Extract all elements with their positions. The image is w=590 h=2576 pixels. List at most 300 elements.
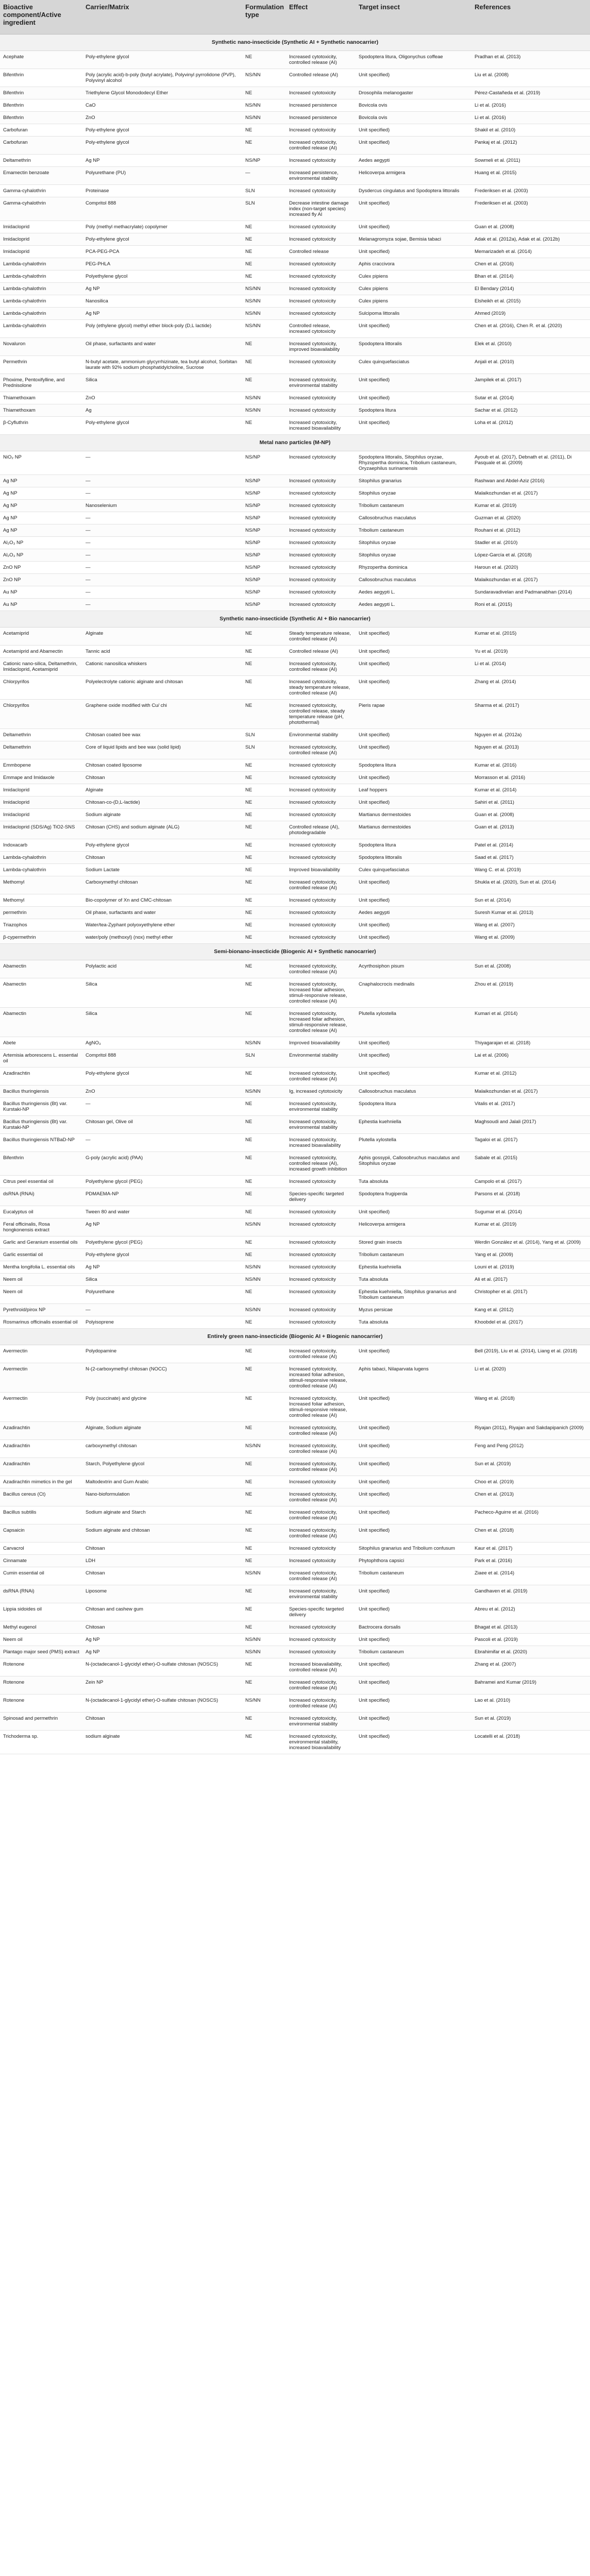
cell-reference: Sundaravadivelan and Padmanabhan (2014) <box>471 586 590 599</box>
cell-formulation: NS/NN <box>242 392 286 404</box>
table-row <box>0 864 590 876</box>
cell-carrier: Polyethylene glycol (PEG) <box>82 1236 242 1249</box>
cell-reference: Sugumar et al. (2014) <box>471 1206 590 1218</box>
cell-formulation: NS/NN <box>242 69 286 87</box>
cell-effect: Increased cytotoxicity, environmental stability <box>286 1713 356 1731</box>
cell-effect: Increased cytotoxicity <box>286 1261 356 1274</box>
cell-reference: Guzman et al. (2020) <box>471 512 590 524</box>
cell-effect: Increased cytotoxicity <box>286 233 356 246</box>
cell-carrier: Silica <box>82 1008 242 1037</box>
table-row <box>0 1731 590 1754</box>
cell-bioactive: Imidacloprid <box>0 796 82 809</box>
cell-effect: Steady temperature release, controlled release (AI) <box>286 628 356 646</box>
cell-target: Culex pipiens <box>356 295 471 308</box>
table-row <box>0 308 590 320</box>
cell-target: Unit specified) <box>356 796 471 809</box>
cell-carrier: Chitosan <box>82 852 242 864</box>
cell-reference: Suresh Kumar et al. (2013) <box>471 907 590 919</box>
table-header-row <box>0 0 590 35</box>
cell-bioactive: Au NP <box>0 586 82 599</box>
cell-carrier: carboxymethyl chitosan <box>82 1440 242 1458</box>
cell-target: Cnaphalocrocis medinalis <box>356 978 471 1008</box>
section-header-row <box>0 35 590 51</box>
cell-formulation: NE <box>242 1176 286 1188</box>
cell-carrier: — <box>82 524 242 537</box>
cell-effect: Increased cytotoxicity <box>286 772 356 784</box>
cell-target: Tribolium castaneum <box>356 1646 471 1658</box>
cell-carrier: — <box>82 1304 242 1316</box>
cell-reference: Kumar et al. (2019) <box>471 500 590 512</box>
cell-effect: Increased cytotoxicity <box>286 1274 356 1286</box>
cell-reference: Haroun et al. (2020) <box>471 562 590 574</box>
cell-formulation: NE <box>242 876 286 894</box>
cell-effect: Controlled release <box>286 246 356 258</box>
cell-carrier: Starch, Polyethylene glycol <box>82 1458 242 1476</box>
cell-formulation: NE <box>242 1676 286 1694</box>
cell-bioactive: Eucalyptus oil <box>0 1206 82 1218</box>
cell-target: Aedes aegypti <box>356 907 471 919</box>
cell-reference: Malaikozhundan et al. (2017) <box>471 487 590 500</box>
cell-carrier: N-(octadecanol-1-glycidyl ether)-O-sulfate chitosan (NOSCS) <box>82 1694 242 1713</box>
cell-bioactive: Lippia sidoides oil <box>0 1603 82 1621</box>
cell-effect: Increased cytotoxicity, controlled release (AI) <box>286 1694 356 1713</box>
table-row <box>0 1008 590 1037</box>
cell-formulation: NE <box>242 1524 286 1543</box>
cell-effect: Controlled release, increased cytotoxicity <box>286 320 356 338</box>
cell-carrier: Proteinase <box>82 185 242 197</box>
cell-target: Drosophila melanogaster <box>356 87 471 99</box>
cell-reference: Kaur et al. (2017) <box>471 1543 590 1555</box>
cell-bioactive: Methyl eugenol <box>0 1621 82 1634</box>
cell-reference: Bell (2019), Liu et al. (2014), Liang et al. (2018) <box>471 1345 590 1363</box>
cell-effect: Increased cytotoxicity, controlled release (AI) <box>286 658 356 676</box>
cell-bioactive: Trichoderma sp. <box>0 1731 82 1754</box>
cell-target: Tuta absoluta <box>356 1274 471 1286</box>
cell-carrier: Chitosan and cashew gum <box>82 1603 242 1621</box>
cell-bioactive: β-Cyfluthrin <box>0 417 82 435</box>
cell-carrier: Poly (methyl methacrylate) copolymer <box>82 221 242 233</box>
cell-reference: Bhan et al. (2014) <box>471 270 590 283</box>
cell-carrier: — <box>82 512 242 524</box>
table-row <box>0 1567 590 1585</box>
cell-formulation: NE <box>242 1363 286 1393</box>
cell-target: Martianus dermestoides <box>356 809 471 821</box>
cell-reference: Abreu et al. (2012) <box>471 1603 590 1621</box>
cell-formulation: NE <box>242 51 286 69</box>
cell-bioactive: Plantago major seed (PMS) extract <box>0 1646 82 1658</box>
cell-bioactive: Lambda-cyhalothrin <box>0 295 82 308</box>
cell-effect: Increased cytotoxicity <box>286 155 356 167</box>
cell-effect: Increased bioavailability, controlled release (AI) <box>286 1658 356 1676</box>
table-row <box>0 1393 590 1422</box>
table-row <box>0 1049 590 1067</box>
cell-target: Unit specified) <box>356 676 471 700</box>
cell-formulation: NE <box>242 1206 286 1218</box>
cell-effect: Increased cytotoxicity <box>286 87 356 99</box>
cell-effect: Increased cytotoxicity, controlled release (AI) <box>286 741 356 759</box>
cell-formulation: NS/NP <box>242 524 286 537</box>
cell-reference: Campolo et al. (2017) <box>471 1176 590 1188</box>
cell-reference: Vitalis et al. (2017) <box>471 1098 590 1116</box>
cell-target: Ephestia kuehniella <box>356 1261 471 1274</box>
cell-reference: Rashwan and Abdel-Aziz (2016) <box>471 475 590 487</box>
header-formulation: Formulation type <box>242 0 286 35</box>
cell-target: Unit specified) <box>356 658 471 676</box>
cell-target: Pieris rapae <box>356 700 471 729</box>
cell-formulation: NE <box>242 1543 286 1555</box>
cell-bioactive: Lambda-cyhalothrin <box>0 283 82 295</box>
cell-reference: Yu et al. (2019) <box>471 646 590 658</box>
cell-effect: Increased persistence <box>286 99 356 112</box>
cell-formulation: NE <box>242 796 286 809</box>
cell-bioactive: dsRNA (RNAi) <box>0 1188 82 1206</box>
cell-formulation: NS/NP <box>242 574 286 586</box>
cell-carrier: — <box>82 475 242 487</box>
table-row <box>0 1098 590 1116</box>
cell-target: Unit specified) <box>356 392 471 404</box>
cell-carrier: Chitosan <box>82 1567 242 1585</box>
cell-reference: Sutar et al. (2014) <box>471 392 590 404</box>
cell-target: Myzus persicae <box>356 1304 471 1316</box>
cell-bioactive: Pyrethroid/pirox NP <box>0 1304 82 1316</box>
table-row <box>0 221 590 233</box>
cell-target: Sitophilus oryzae <box>356 549 471 562</box>
table-row <box>0 283 590 295</box>
cell-carrier: Chitosan coated liposome <box>82 759 242 772</box>
cell-effect: Improved bioavailability <box>286 864 356 876</box>
cell-carrier: Maltodextrin and Gum Arabic <box>82 1476 242 1488</box>
cell-reference: Kumar et al. (2012) <box>471 1067 590 1086</box>
cell-carrier: N-(2-carboxymethyl chitosan (NOCC) <box>82 1363 242 1393</box>
cell-formulation: NE <box>242 1067 286 1086</box>
table-row <box>0 356 590 374</box>
cell-bioactive: Cumin essential oil <box>0 1567 82 1585</box>
cell-target: Sulcipoma littoralis <box>356 308 471 320</box>
cell-formulation: NE <box>242 221 286 233</box>
cell-reference: Elek et al. (2010) <box>471 338 590 356</box>
cell-target: Phytophthora capsici <box>356 1555 471 1567</box>
cell-reference: Lai et al. (2006) <box>471 1049 590 1067</box>
cell-reference: Adak et al. (2012a), Adak et al. (2012b) <box>471 233 590 246</box>
table-row <box>0 586 590 599</box>
cell-formulation: NS/NN <box>242 1567 286 1585</box>
cell-effect: Increased cytotoxicity <box>286 295 356 308</box>
cell-formulation: — <box>242 167 286 185</box>
table-row <box>0 500 590 512</box>
cell-formulation: SLN <box>242 729 286 741</box>
cell-formulation: NE <box>242 1249 286 1261</box>
cell-formulation: NE <box>242 821 286 839</box>
table-row <box>0 167 590 185</box>
cell-target: Unit specified) <box>356 931 471 944</box>
cell-carrier: Oil phase, surfactants and water <box>82 907 242 919</box>
cell-bioactive: Azadirachtin <box>0 1067 82 1086</box>
table-row <box>0 1543 590 1555</box>
cell-formulation: NE <box>242 1506 286 1524</box>
cell-effect: Increased cytotoxicity <box>286 586 356 599</box>
table-row <box>0 87 590 99</box>
cell-effect: Increased cytotoxicity, Increased foliar adhesion, stimuli-responsive release, controlled release (AI) <box>286 1393 356 1422</box>
cell-effect: Increased cytotoxicity, controlled release (AI) <box>286 1440 356 1458</box>
cell-bioactive: Imidacloprid <box>0 221 82 233</box>
cell-formulation: NS/NN <box>242 308 286 320</box>
cell-formulation: NE <box>242 772 286 784</box>
cell-bioactive: Abamectin <box>0 1008 82 1037</box>
table-row <box>0 99 590 112</box>
cell-target: Aphis tabaci, Nilaparvata lugens <box>356 1363 471 1393</box>
cell-carrier: Oil phase, surfactants and water <box>82 338 242 356</box>
cell-reference: Sahiri et al. (2011) <box>471 796 590 809</box>
cell-reference: Riyajan (2011), Riyajan and Sakdapipanich (2009) <box>471 1422 590 1440</box>
cell-reference: Bahramei and Kumar (2019) <box>471 1676 590 1694</box>
cell-target: Unit specified) <box>356 197 471 221</box>
section-title: Synthetic nano-insecticide (Synthetic AI + Synthetic nanocarrier) <box>0 35 590 51</box>
cell-formulation: NE <box>242 1422 286 1440</box>
cell-reference: Pérez-Castañeda et al. (2019) <box>471 87 590 99</box>
cell-carrier: Ag NP <box>82 1634 242 1646</box>
cell-formulation: NE <box>242 1316 286 1329</box>
cell-bioactive: Ag NP <box>0 524 82 537</box>
table-row <box>0 475 590 487</box>
cell-carrier: Tannic acid <box>82 646 242 658</box>
cell-effect: Increased cytotoxicity <box>286 1634 356 1646</box>
cell-effect: Increased cytotoxicity <box>286 562 356 574</box>
cell-bioactive: Indoxacarb <box>0 839 82 852</box>
cell-target: Unit specified) <box>356 1422 471 1440</box>
cell-target: Unit specified) <box>356 894 471 907</box>
table-row <box>0 852 590 864</box>
cell-target: Culex quinquefasciatus <box>356 356 471 374</box>
cell-bioactive: Bacillus cereus (Ct) <box>0 1488 82 1506</box>
cell-bioactive: Azadirachtin <box>0 1440 82 1458</box>
cell-formulation: NS/NP <box>242 599 286 611</box>
section-header-row <box>0 1329 590 1345</box>
cell-carrier: CaO <box>82 99 242 112</box>
cell-target: Unit specified) <box>356 1393 471 1422</box>
cell-carrier: Carboxymethyl chitosan <box>82 876 242 894</box>
cell-reference: Sun et al. (2014) <box>471 894 590 907</box>
cell-bioactive: Abamectin <box>0 960 82 978</box>
cell-carrier: Chitosan <box>82 1543 242 1555</box>
cell-bioactive: Spinosad and permethrin <box>0 1713 82 1731</box>
cell-target: Unit specified) <box>356 1694 471 1713</box>
cell-effect: Increased cytotoxicity <box>286 1646 356 1658</box>
cell-effect: Increased cytotoxicity <box>286 1176 356 1188</box>
cell-target: Martianus dermestoides <box>356 821 471 839</box>
cell-bioactive: Bacillus thuringiensis (Bt) var. Kurstaki-NP <box>0 1116 82 1134</box>
table-row <box>0 1236 590 1249</box>
cell-reference: Shakil et al. (2010) <box>471 124 590 137</box>
cell-bioactive: Bacillus subtilis <box>0 1506 82 1524</box>
cell-bioactive: Imidacloprid <box>0 233 82 246</box>
cell-carrier: Chitosan gel, Olive oil <box>82 1116 242 1134</box>
cell-carrier: — <box>82 451 242 475</box>
cell-target: Unit specified) <box>356 69 471 87</box>
cell-carrier: — <box>82 537 242 549</box>
cell-carrier: water/poly (methoxyl) (nox) methyl ether <box>82 931 242 944</box>
cell-bioactive: Imidacloprid <box>0 784 82 796</box>
cell-target: Melanagromyza sojae, Bemisia tabaci <box>356 233 471 246</box>
cell-carrier: Polyethylene glycol (PEG) <box>82 1176 242 1188</box>
cell-bioactive: Emamectin benzoate <box>0 167 82 185</box>
cell-bioactive: Ag NP <box>0 512 82 524</box>
cell-reference: Morrasson et al. (2016) <box>471 772 590 784</box>
cell-bioactive: Avermectin <box>0 1363 82 1393</box>
cell-reference: Kumar et al. (2015) <box>471 628 590 646</box>
cell-reference: Park et al. (2016) <box>471 1555 590 1567</box>
cell-target: Tuta absoluta <box>356 1316 471 1329</box>
cell-target: Leaf hoppers <box>356 784 471 796</box>
cell-effect: Increased cytotoxicity <box>286 270 356 283</box>
cell-effect: Increased cytotoxicity <box>286 1543 356 1555</box>
cell-bioactive: Cinnamate <box>0 1555 82 1567</box>
cell-bioactive: Azadirachtin mimetics in the gel <box>0 1476 82 1488</box>
cell-target: Unit specified) <box>356 772 471 784</box>
cell-target: Stored grain insects <box>356 1236 471 1249</box>
table-row <box>0 599 590 611</box>
cell-carrier: Poly-ethylene glycol <box>82 839 242 852</box>
cell-formulation: NE <box>242 1393 286 1422</box>
table-row <box>0 137 590 155</box>
cell-formulation: NE <box>242 417 286 435</box>
table-row <box>0 741 590 759</box>
cell-bioactive: Bifenthrin <box>0 112 82 124</box>
cell-bioactive: Bifenthrin <box>0 69 82 87</box>
cell-effect: Increased cytotoxicity <box>286 221 356 233</box>
cell-formulation: SLN <box>242 185 286 197</box>
cell-target: Unit specified) <box>356 1037 471 1049</box>
cell-effect: Increased cytotoxicity <box>286 919 356 931</box>
cell-effect: Increased cytotoxicity, controlled release (AI) <box>286 1345 356 1363</box>
cell-bioactive: Lambda-cyhalothrin <box>0 864 82 876</box>
cell-effect: Species-specific targeted delivery <box>286 1188 356 1206</box>
cell-target: Spodoptera litura <box>356 839 471 852</box>
table-row <box>0 1086 590 1098</box>
cell-formulation: NE <box>242 931 286 944</box>
cell-formulation: NE <box>242 1658 286 1676</box>
cell-bioactive: Al₂O₃ NP <box>0 549 82 562</box>
cell-formulation: NS/NN <box>242 99 286 112</box>
cell-effect: Increased cytotoxicity <box>286 839 356 852</box>
cell-effect: Ig, increased cytotoxicity <box>286 1086 356 1098</box>
cell-effect: Increased persistence, environmental stability <box>286 167 356 185</box>
cell-target: Helicoverpa armigera <box>356 167 471 185</box>
cell-reference: Sachar et al. (2012) <box>471 404 590 417</box>
cell-target: Spodoptera litura <box>356 404 471 417</box>
cell-carrier: Liposome <box>82 1585 242 1603</box>
cell-reference: Ebrahimifar et al. (2020) <box>471 1646 590 1658</box>
cell-reference: Ayoub et al. (2017), Debnath et al. (2011), Di Pasquale et al. (2009) <box>471 451 590 475</box>
cell-effect: Increased cytotoxicity, controlled release (AI) <box>286 137 356 155</box>
cell-bioactive: Deltamethrin <box>0 155 82 167</box>
cell-bioactive: Gamma-cyhalothrin <box>0 197 82 221</box>
cell-effect: Increased cytotoxicity <box>286 185 356 197</box>
cell-target: Spodoptera frugiperda <box>356 1188 471 1206</box>
cell-reference: López-García et al. (2018) <box>471 549 590 562</box>
cell-effect: Increased cytotoxicity <box>286 759 356 772</box>
cell-effect: Increased cytotoxicity, controlled release (AI) <box>286 1567 356 1585</box>
cell-target: Unit specified) <box>356 1658 471 1676</box>
cell-reference: Frederiksen et al. (2003) <box>471 185 590 197</box>
cell-bioactive: Carvacrol <box>0 1543 82 1555</box>
cell-target: Unit specified) <box>356 741 471 759</box>
cell-reference: Rouhani et al. (2012) <box>471 524 590 537</box>
cell-carrier: Chitosan coated bee wax <box>82 729 242 741</box>
cell-formulation: NS/NN <box>242 295 286 308</box>
cell-bioactive: Lambda-cyhalothrin <box>0 320 82 338</box>
cell-carrier: Poly (ethylene glycol) methyl ether block-poly (D,L lactide) <box>82 320 242 338</box>
table-row <box>0 700 590 729</box>
cell-formulation: NS/NP <box>242 475 286 487</box>
cell-reference: Liu et al. (2008) <box>471 69 590 87</box>
cell-effect: Increased cytotoxicity <box>286 1621 356 1634</box>
cell-effect: Increased cytotoxicity, controlled release (AI) <box>286 960 356 978</box>
cell-formulation: NE <box>242 258 286 270</box>
cell-bioactive: Imidacloprid <box>0 246 82 258</box>
cell-carrier: PEG-PHLA <box>82 258 242 270</box>
table-row <box>0 919 590 931</box>
cell-bioactive: Azadirachtin <box>0 1422 82 1440</box>
cell-formulation: NE <box>242 1621 286 1634</box>
cell-formulation: NE <box>242 1476 286 1488</box>
table-row <box>0 876 590 894</box>
cell-carrier: PCA-PEG-PCA <box>82 246 242 258</box>
cell-formulation: NE <box>242 1188 286 1206</box>
table-row <box>0 658 590 676</box>
cell-effect: Increased cytotoxicity, controlled release (AI) <box>286 51 356 69</box>
cell-reference: Ahmed (2019) <box>471 308 590 320</box>
cell-effect: Increased cytotoxicity, controlled release (AI), increased growth inhibition <box>286 1152 356 1176</box>
cell-bioactive: Avermectin <box>0 1345 82 1363</box>
cell-bioactive: Lambda-cyhalothrin <box>0 852 82 864</box>
cell-bioactive: Thiamethoxam <box>0 404 82 417</box>
section-title: Metal nano particles (M-NP) <box>0 435 590 451</box>
cell-reference: Bhagat et al. (2013) <box>471 1621 590 1634</box>
table-row <box>0 1261 590 1274</box>
table-row <box>0 233 590 246</box>
cell-carrier: Ag NP <box>82 155 242 167</box>
cell-target: Helicoverpa armigera <box>356 1218 471 1236</box>
cell-effect: Increased cytotoxicity, controlled release (AI) <box>286 1676 356 1694</box>
table-row <box>0 155 590 167</box>
cell-formulation: NE <box>242 978 286 1008</box>
cell-reference: Werdin González et al. (2014), Yang et al. (2009) <box>471 1236 590 1249</box>
cell-target: Unit specified) <box>356 417 471 435</box>
cell-target: Sitophilus granarius and Tribolium confusum <box>356 1543 471 1555</box>
table-row <box>0 978 590 1008</box>
cell-reference: Pacheco-Aguirre et al. (2016) <box>471 1506 590 1524</box>
cell-reference: Locatelli et al. (2018) <box>471 1731 590 1754</box>
cell-effect: Increased cytotoxicity <box>286 500 356 512</box>
cell-formulation: NS/NP <box>242 500 286 512</box>
cell-target: Aphis gossypii, Callosobruchus maculatus and Sitophilus oryzae <box>356 1152 471 1176</box>
cell-bioactive: ZnO NP <box>0 574 82 586</box>
cell-effect: Increased cytotoxicity <box>286 451 356 475</box>
cell-formulation: NE <box>242 919 286 931</box>
table-row <box>0 1440 590 1458</box>
cell-reference: Chen et al. (2016), Chen R. et al. (2020) <box>471 320 590 338</box>
cell-bioactive: Abete <box>0 1037 82 1049</box>
cell-carrier: Ag NP <box>82 308 242 320</box>
cell-target: Unit specified) <box>356 628 471 646</box>
cell-bioactive: Methomyl <box>0 894 82 907</box>
cell-bioactive: permethrin <box>0 907 82 919</box>
cell-bioactive: Au NP <box>0 599 82 611</box>
cell-formulation: NS/NP <box>242 512 286 524</box>
cell-reference: Guan et al. (2008) <box>471 809 590 821</box>
section-header-row <box>0 435 590 451</box>
cell-bioactive: Artemisia arborescens L. essential oil <box>0 1049 82 1067</box>
